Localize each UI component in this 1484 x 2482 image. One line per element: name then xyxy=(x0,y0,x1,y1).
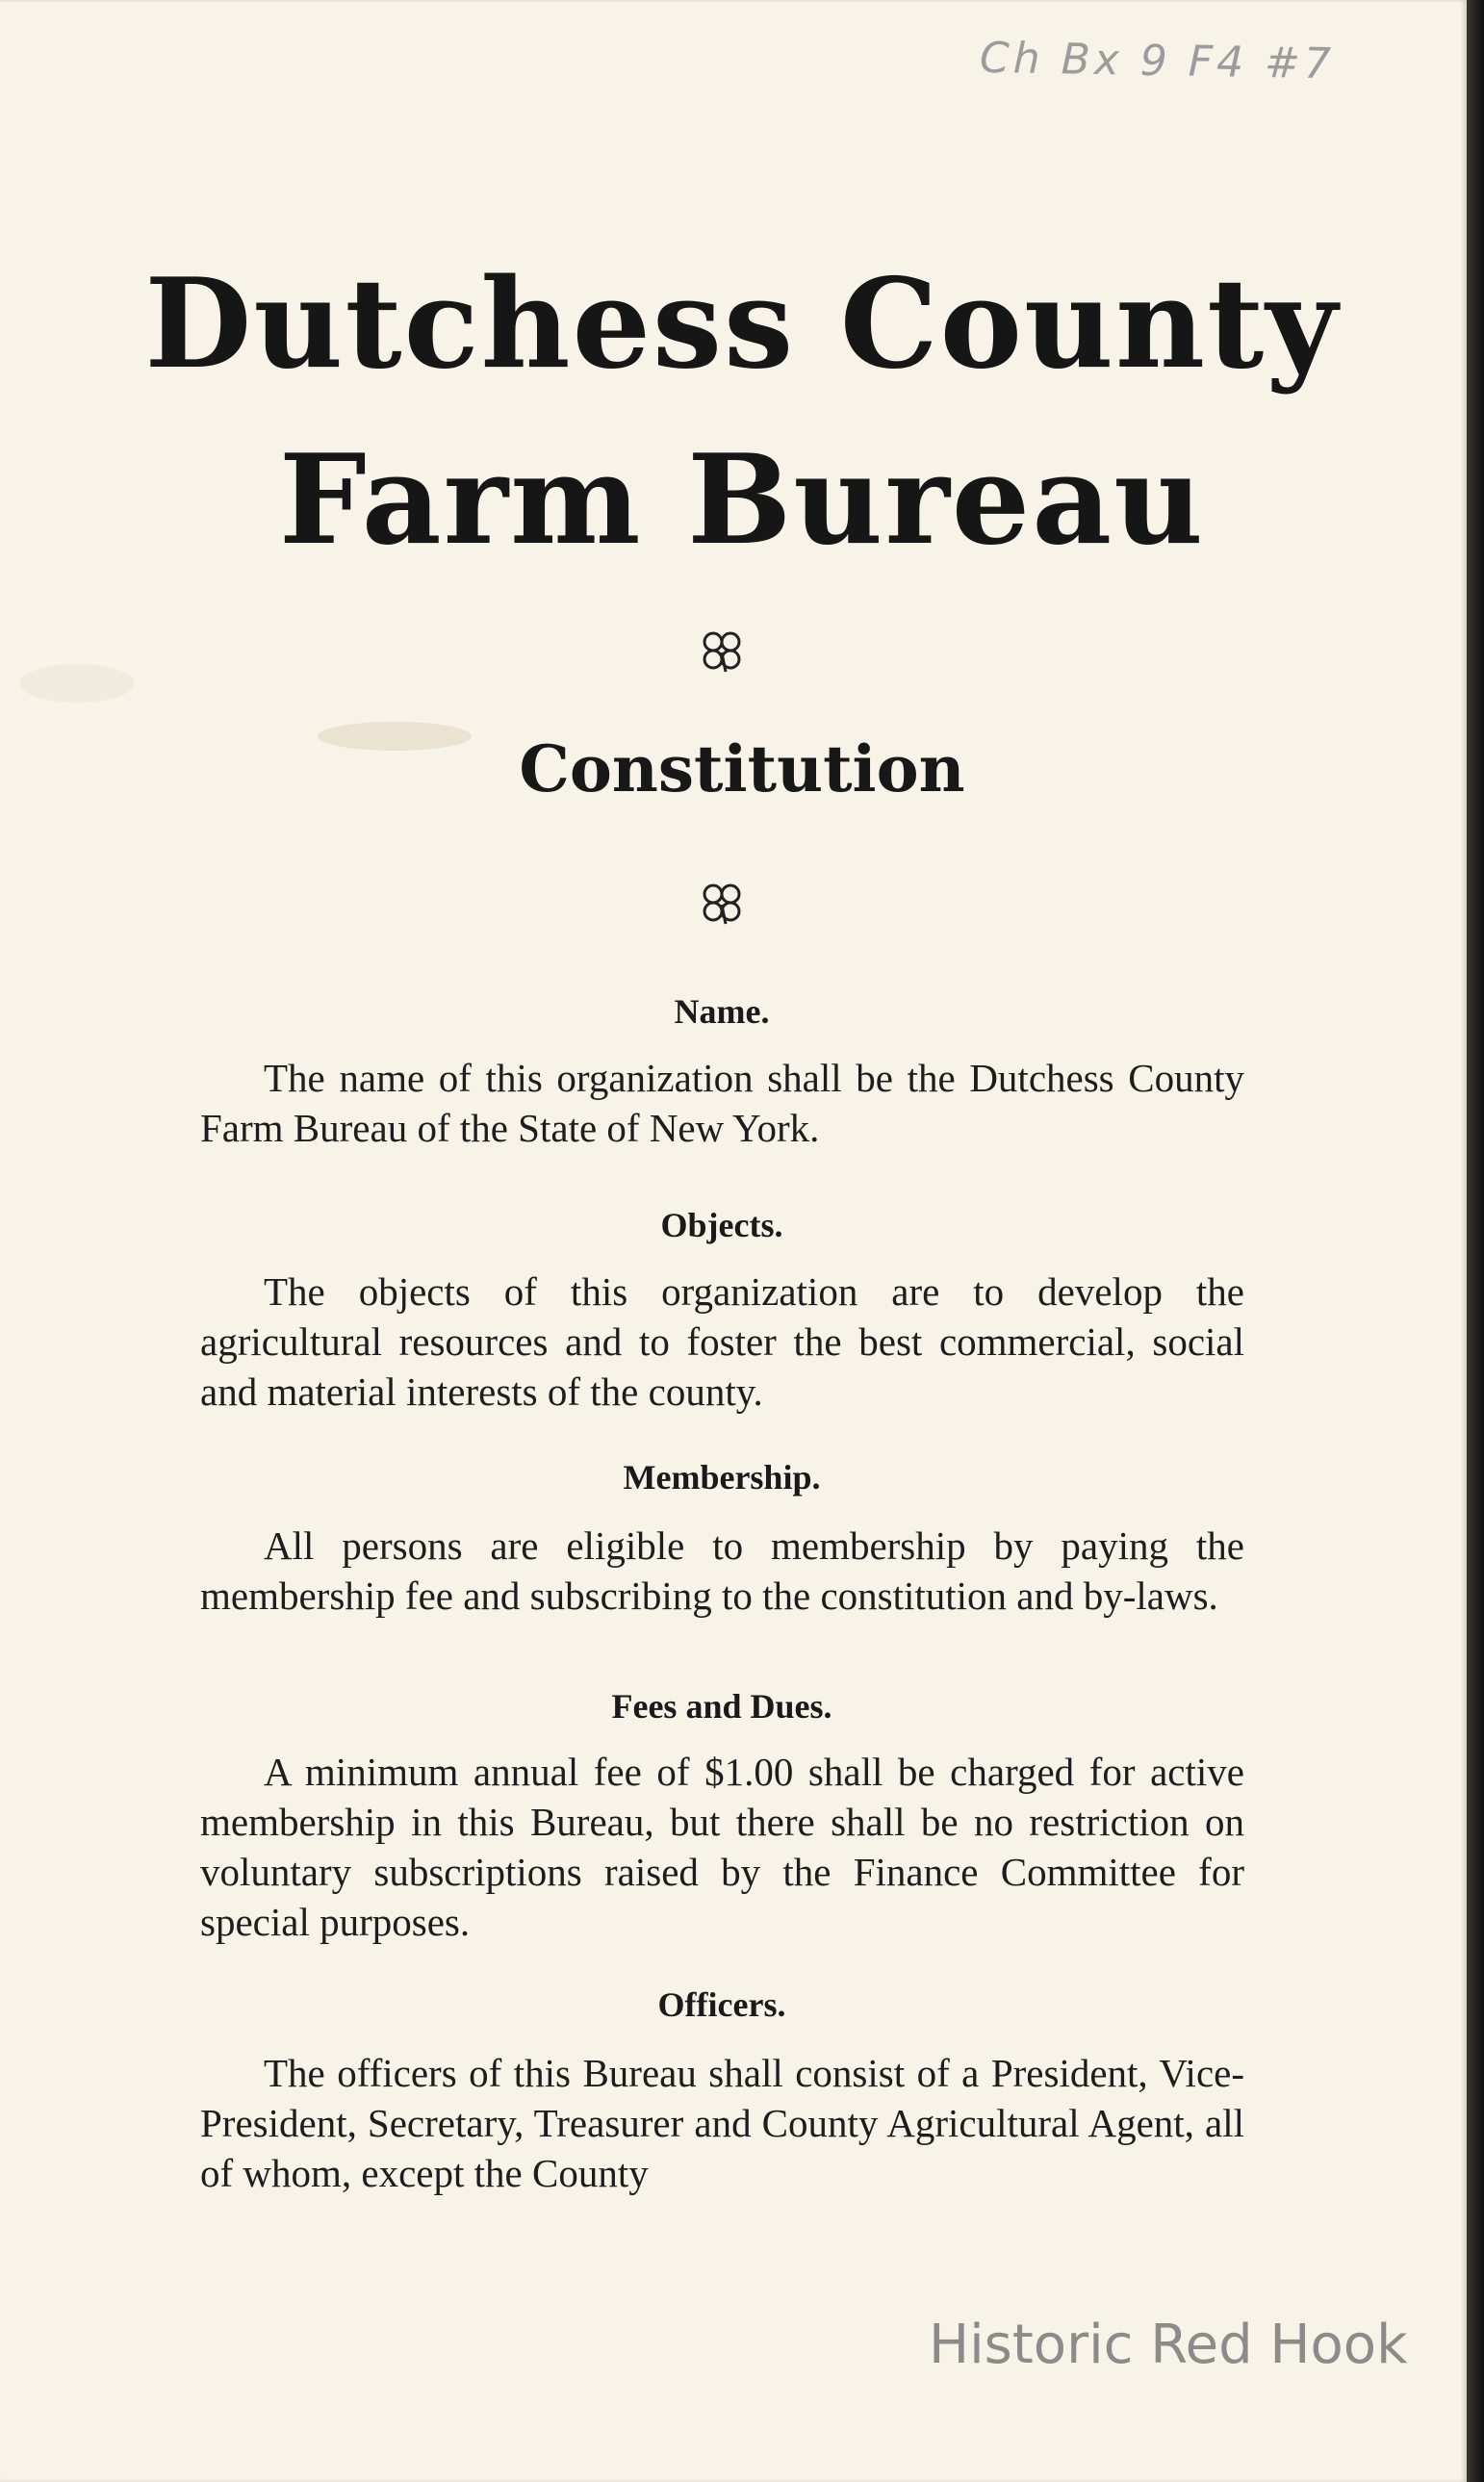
section-heading-membership: Membership. xyxy=(623,1458,821,1497)
title-line-2: Farm Bureau xyxy=(278,428,1206,573)
handwritten-archive-note: Ch Bx 9 F4 #7 xyxy=(979,33,1336,90)
document-subtitle: Constitution xyxy=(519,731,965,806)
title-line-1: Dutchess County xyxy=(144,252,1340,397)
section-body-membership: All persons are eligible to membership by paying the membership fee and subscribing to the constitution and by-laws. xyxy=(200,1523,1244,1618)
section-body-objects: The objects of this organization are to develop the agricultural resources and to foster the best commercial, social and material interests of the county. xyxy=(200,1269,1244,1414)
section-body-fees-and-dues: A minimum annual fee of $1.00 shall be charged for active membership in this Bureau, but there shall be no restriction on voluntary subscriptions raised by the Finance Committee for special purposes. xyxy=(200,1750,1244,1944)
watermark: Historic Red Hook xyxy=(929,2314,1408,2376)
section-body-name: The name of this organization shall be the Dutchess County Farm Bureau of the State of New York. xyxy=(200,1056,1244,1150)
scan-background-edge xyxy=(1467,0,1484,2482)
four-leaf-clover-icon xyxy=(697,880,747,930)
section-heading-officers: Officers. xyxy=(657,1985,786,2024)
section-body-officers: The officers of this Bureau shall consist of a President, Vice-President, Secretary, Treasurer and County Agricultural Agent, all of whom, except the County xyxy=(200,2051,1244,2195)
section-heading-fees-and-dues: Fees and Dues. xyxy=(611,1687,832,1726)
four-leaf-clover-icon xyxy=(697,627,747,678)
section-heading-name: Name. xyxy=(674,992,770,1031)
paper-stain xyxy=(19,664,135,703)
section-heading-objects: Objects. xyxy=(660,1206,783,1244)
